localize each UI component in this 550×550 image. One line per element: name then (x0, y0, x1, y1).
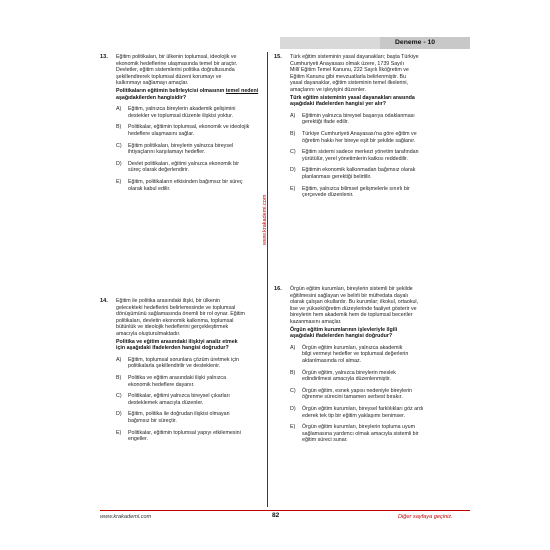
question-15 (274, 54, 470, 199)
options (116, 357, 265, 443)
prompt-text: Politika ve eğitim arasındaki ilişkiyi analiz etmek (116, 338, 238, 345)
option-letter: A) (116, 106, 122, 113)
watermark: www.krakademi.com (262, 194, 268, 245)
option-text: gerektiği ifade edilir. (302, 119, 349, 126)
answer-option[interactable] (116, 124, 265, 137)
options (290, 113, 470, 199)
option-text: Türkiye Cumhuriyeti Anayasası'na göre eğitim ve (302, 130, 417, 137)
footer-website[interactable]: www.krakademi.com (100, 514, 152, 520)
option-text: Eğitimin yalnızca bireysel başarıya odaklanması (302, 112, 415, 119)
stem-line: eğitilmesini sağlayan ve belirli bir müfredata dayalı (290, 292, 409, 299)
stem-line: Cumhuriyeti Anayasası olmak üzere, 1739 Sayılı (290, 60, 404, 67)
option-text: olarak kabul edilir. (128, 185, 171, 192)
option-letter: C) (290, 149, 296, 156)
question-13 (100, 54, 265, 192)
stem-line: amacıyla oluşturulmaktadır. (116, 330, 181, 337)
option-text: ihtiyaçlarını karşılamayı hedefler. (128, 149, 206, 156)
option-text: Politikalar, eğitimin toplumsal yapıyı etkilemesini (128, 429, 241, 436)
stem-line: amaçlarını ve işleyişini düzenler. (290, 86, 366, 93)
stem-line: Eğitim Kanunu gibi mevzuatlarla belirlenmiştir. Bu (290, 73, 406, 80)
prompt-text: için aşağıdaki ifadelerden hangisi doğrudur? (116, 345, 229, 352)
answer-option[interactable] (290, 131, 470, 144)
option-text: ekonomik hedeflere dayanır. (128, 381, 195, 388)
answer-option[interactable] (290, 406, 470, 419)
question-number: 14. (100, 298, 108, 304)
option-text: öğretim hakkı her bireye eşit bir şekilde sağlanır. (302, 137, 416, 144)
stem-line: bireylerin hem akademik hem de toplumsal beceriler (290, 312, 413, 319)
answer-option[interactable] (116, 411, 265, 424)
exam-title: Deneme - 10 (395, 39, 436, 46)
answer-option[interactable] (290, 186, 470, 199)
stem-line: lise ve yükseköğretim düzeylerinde faaliyet gösterir ve (290, 305, 417, 312)
question-number: 15. (274, 54, 282, 60)
question-16 (274, 286, 470, 444)
option-letter: E) (116, 429, 122, 436)
option-text: yürütülür, yerel yönetimlerin katkısı reddedilir. (302, 155, 408, 162)
answer-option[interactable] (116, 179, 265, 192)
option-text: Politikalar, eğitimi yalnızca bireysel çıkarları (128, 393, 230, 400)
option-text: desteklemek amacıyla düzenler. (128, 399, 204, 406)
answer-option[interactable] (290, 345, 470, 365)
prompt-text: aşağıdakilerden hangisidir? (116, 94, 187, 101)
option-text: Politika ve eğitim arasındaki ilişki yalnızca (128, 374, 227, 381)
option-letter: B) (116, 124, 122, 131)
option-text: engeller. (128, 436, 149, 443)
option-letter: B) (290, 130, 296, 137)
question-stem (290, 54, 470, 94)
stem-line: bütünlük ve ideolojik hedeflerini gerçekleştirmek (116, 324, 229, 331)
option-letter: B) (290, 369, 296, 376)
prompt-underlined: temel nedeni (225, 87, 259, 94)
option-text: ederek tek tip bir eğitim yaklaşımı benimser. (302, 412, 406, 419)
prompt-text: Örgün eğitim kurumlarının işlevleriyle ilgili (290, 326, 398, 333)
answer-option[interactable] (116, 375, 265, 388)
option-text: sağlamasına yardımcı olmak amacıyla sistemli bir (302, 430, 419, 437)
option-text: Politikalar, eğitimin toplumsal, ekonomik ve ideolojik (128, 124, 250, 131)
question-stem (116, 54, 265, 87)
stem-line: kazanmasını amaçlar. (290, 318, 342, 325)
option-letter: D) (290, 405, 296, 412)
stem-line: Eğitim politikaları, bir ülkenin toplumsal, ideolojik ve (116, 54, 237, 60)
footer-rule (100, 510, 470, 511)
question-prompt (290, 95, 470, 108)
option-text: hedeflere ulaşmasını sağlar. (128, 130, 195, 137)
stem-line: dönüşümünü sağlamasında önemli bir rol oynar. Eğitim (116, 311, 245, 318)
option-text: destekler ve toplumsal düzenle ilişkisi yoktur. (128, 112, 234, 119)
option-letter: C) (290, 387, 296, 394)
stem-line: şekillendirerek toplumsal düzeni korumayı ve (116, 73, 222, 80)
question-prompt (116, 88, 265, 101)
stem-line: Millî Eğitim Temel Kanunu, 222 Sayılı İlköğretim ve (290, 67, 409, 74)
option-text: Eğitimin ekonomik kalkınmadan bağımsız olarak (302, 167, 416, 174)
stem-line: olarak çalışan okullardır. Bu kurumlar; ilkokul, ortaokul, (290, 299, 419, 306)
option-letter: C) (116, 142, 122, 149)
stem-line: Eğitim ile politika arasındaki ilişki, bir ülkenin (116, 298, 220, 304)
stem-line: Devletler, eğitim sistemlerini politika doğrultusunda (116, 67, 235, 74)
prompt-text: aşağıdaki ifadelerden hangisi yer alır? (290, 101, 386, 108)
option-text: edindirilmesi amacıyla düzenlenmiştir. (302, 376, 391, 383)
prompt-text: Türk eğitim sisteminin yasal dayanakları arasında (290, 94, 415, 101)
answer-option[interactable] (116, 357, 265, 370)
next-page-note: Diğer sayfaya geçiniz. (398, 514, 453, 520)
answer-option[interactable] (290, 370, 470, 383)
question-14 (100, 298, 265, 443)
answer-option[interactable] (116, 106, 265, 119)
option-text: aktarılmasında rol almaz. (302, 357, 362, 364)
option-text: öğrenme sürecini tamamen serbest bırakır. (302, 394, 403, 401)
stem-line: Türk eğitim sisteminin yasal dayanakları; başta Türkiye (290, 54, 419, 60)
stem-line: Örgün eğitim kurumları, bireylerin sistemli bir şekilde (290, 286, 413, 292)
option-text: Örgün eğitim, yalnızca bireylerin meslek (302, 369, 396, 376)
option-text: Eğitim, yalnızca bireylerin akademik gelişimini (128, 106, 236, 113)
option-text: Devlet politikaları, eğitimi yalnızca ekonomik bir (128, 160, 239, 167)
answer-option[interactable] (290, 424, 470, 444)
option-text: Eğitim, politika ile doğrudan ilişkisi olmayan (128, 411, 230, 418)
option-letter: E) (290, 185, 296, 192)
option-text: Örgün eğitim, esnek yapısı nedeniyle bireylerin (302, 387, 413, 394)
answer-option[interactable] (290, 167, 470, 180)
option-text: süreç olarak değerlendirir. (128, 167, 189, 174)
option-text: bilgi vermeyi hedefler ve toplumsal değerlerin (302, 351, 409, 358)
option-text: planlanması gerektiği belirtilir. (302, 173, 372, 180)
option-letter: A) (290, 112, 296, 119)
option-text: Eğitim, yalnızca bilimsel gelişmelerle sınırlı bir (302, 185, 410, 192)
prompt-text: Politikaların eğitimin belirleyicisi olmasının (116, 87, 226, 94)
option-text: bağımsız bir süreçtir. (128, 417, 177, 424)
options (290, 345, 470, 444)
option-letter: E) (290, 424, 296, 431)
stem-line: politikaları, devletin ekonomik kalkınma, toplumsal (116, 317, 234, 324)
prompt-text: aşağıdaki ifadelerden hangisi doğrudur? (290, 333, 393, 340)
option-letter: D) (116, 411, 122, 418)
stem-line: gelecekteki hedeflerini belirlemesinde ve toplumsal (116, 304, 236, 311)
question-number: 13. (100, 54, 108, 60)
option-text: Örgün eğitim kurumları, bireysel farklılıkları göz ardı (302, 405, 424, 412)
question-stem (116, 298, 265, 338)
answer-option[interactable] (290, 388, 470, 401)
option-letter: A) (290, 344, 296, 351)
column-divider (267, 52, 268, 507)
option-text: Eğitim, politikaların etkisinden bağımsız bir süreç (128, 178, 243, 185)
option-text: Eğitim, toplumsal sorunlara çözüm üretmek için (128, 356, 239, 363)
stem-line: kalkınmayı sağlamayı amaçlar. (116, 80, 189, 87)
question-prompt (116, 339, 265, 352)
option-letter: D) (116, 160, 122, 167)
option-letter: B) (116, 374, 122, 381)
option-text: politikalarla şekillendirilir ve desteklenir. (128, 363, 221, 370)
option-letter: C) (116, 393, 122, 400)
answer-option[interactable] (290, 113, 470, 126)
question-stem (290, 286, 470, 326)
option-letter: D) (290, 167, 296, 174)
answer-option[interactable] (290, 149, 470, 162)
option-letter: A) (116, 356, 122, 363)
option-text: Eğitim politikaları, bireylerin yalnızca bireysel (128, 142, 234, 149)
stem-line: yasal dayanaklar, eğitim sisteminin temel ilkelerini, (290, 80, 409, 87)
question-number: 16. (274, 286, 282, 292)
options (116, 106, 265, 192)
option-letter: E) (116, 178, 122, 185)
answer-option[interactable] (116, 430, 265, 443)
option-text: çerçevede düzenlenir. (302, 192, 354, 199)
option-text: Örgün eğitim kurumları, bireylerin topluma uyum (302, 424, 416, 431)
answer-option[interactable] (116, 143, 265, 156)
option-text: eğitim süreci sunar. (302, 437, 348, 444)
answer-option[interactable] (116, 161, 265, 174)
answer-option[interactable] (116, 393, 265, 406)
option-text: Eğitim sistemi sadece merkezi yönetim tarafından (302, 149, 419, 156)
question-prompt (290, 327, 470, 340)
option-text: Örgün eğitim kurumları, yalnızca akademik (302, 344, 403, 351)
page-number: 82 (272, 512, 280, 519)
stem-line: ekonomik hedeflerine ulaşmasında temel bir araçtır. (116, 60, 238, 67)
